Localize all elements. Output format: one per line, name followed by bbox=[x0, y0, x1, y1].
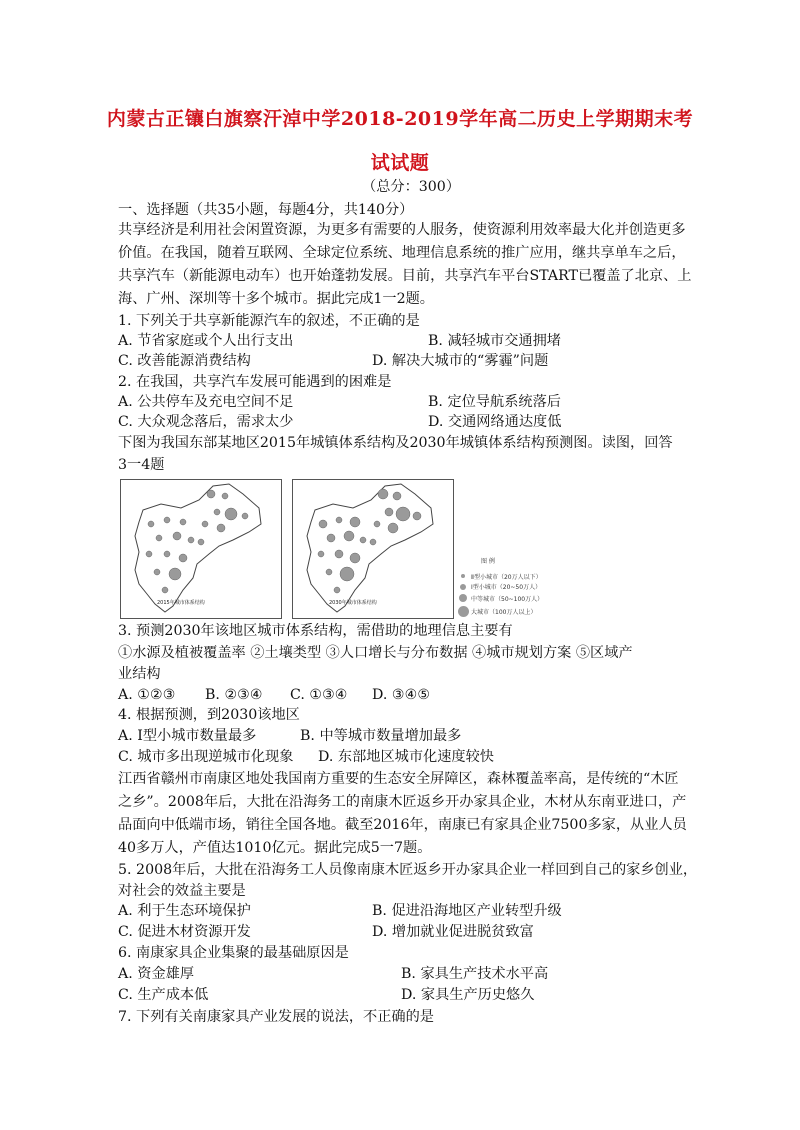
legend-label: Ⅰ型小城市（20~50万人） bbox=[471, 584, 542, 591]
option-a[interactable]: A. Ⅰ型小城市数量最多 bbox=[118, 728, 257, 744]
option-c[interactable]: C. 改善能源消费结构 bbox=[118, 353, 251, 369]
intro3-line: 江西省赣州市南康区地处我国南方重要的生态安全屏障区，森林覆盖率高，是传统的“木匠 bbox=[118, 771, 679, 787]
option-b[interactable]: B. 促进沿海地区产业转型升级 bbox=[372, 903, 562, 919]
intro2-line: 下图为我国东部某地区2015年城镇体系结构及2030年城镇体系结构预测图。读图，回答 bbox=[118, 435, 673, 451]
city-system-figure bbox=[120, 479, 680, 619]
exam-title-line1: 内蒙古正镶白旗察汗淖中学2018-2019学年高二历史上学期期末考 bbox=[106, 108, 694, 130]
exam-title-line2: 试试题 bbox=[370, 152, 430, 174]
intro2-line: 3一4题 bbox=[118, 457, 165, 473]
option-b[interactable]: B. 减轻城市交通拥堵 bbox=[428, 333, 561, 349]
option-b[interactable]: B. 中等城市数量增加最多 bbox=[300, 728, 462, 744]
legend-symbol bbox=[458, 606, 469, 617]
option-d[interactable]: D. 解决大城市的“雾霾”问题 bbox=[372, 353, 549, 369]
question-stem: 7. 下列有关南康家具产业发展的说法，不正确的是 bbox=[118, 1009, 434, 1025]
question-stem: 4. 根据预测，到2030该地区 bbox=[118, 707, 300, 723]
question-stem: 5. 2008年后，大批在沿海务工人员像南康木匠返乡开办家具企业一样回到自己的家乡创业， bbox=[118, 862, 698, 878]
question-stem: 3. 预测2030年该地区城市体系结构，需借助的地理信息主要有 bbox=[118, 623, 513, 639]
question-stem: 对社会的效益主要是 bbox=[118, 883, 246, 899]
map2-caption: 2030年城市体系结构 bbox=[329, 600, 377, 606]
legend-label: 大城市（100万人以上） bbox=[471, 608, 537, 616]
q3-items: 业结构 bbox=[118, 666, 161, 682]
option-a[interactable]: A. ①②③ bbox=[118, 687, 176, 703]
option-d[interactable]: D. 交通网络通达度低 bbox=[428, 414, 562, 430]
option-c[interactable]: C. 促进木材资源开发 bbox=[118, 924, 251, 940]
legend-label: Ⅱ型小城市（20万人以下） bbox=[471, 573, 542, 581]
option-d[interactable]: D. ③④⑤ bbox=[372, 687, 431, 703]
option-d[interactable]: D. 家具生产历史悠久 bbox=[401, 987, 535, 1003]
option-a[interactable]: A. 利于生态环境保护 bbox=[118, 903, 251, 919]
intro1-line: 共享汽车（新能源电动车）也开始蓬勃发展。目前，共享汽车平台START已覆盖了北京、上 bbox=[118, 268, 692, 284]
intro1-line: 海、广州、深圳等十多个城市。据此完成1一2题。 bbox=[118, 291, 434, 307]
option-b[interactable]: B. 家具生产技术水平高 bbox=[401, 966, 549, 982]
option-c[interactable]: C. ①③④ bbox=[290, 687, 348, 703]
question-stem: 1. 下列关于共享新能源汽车的叙述，不正确的是 bbox=[118, 313, 420, 329]
legend-symbol bbox=[460, 584, 466, 590]
option-d[interactable]: D. 东部地区城市化速度较快 bbox=[318, 749, 494, 765]
intro1-line: 共享经济是利用社会闲置资源，为更多有需要的人服务，使资源利用效率最大化并创造更多 bbox=[118, 222, 686, 238]
question-stem: 6. 南康家具企业集聚的最基础原因是 bbox=[118, 945, 349, 961]
legend-row bbox=[455, 571, 543, 581]
legend-label: 中等城市（50~100万人） bbox=[471, 595, 544, 603]
option-a[interactable]: A. 公共停车及充电空间不足 bbox=[118, 394, 294, 410]
total-score: （总分：300） bbox=[362, 179, 461, 195]
option-a[interactable]: A. 资金雄厚 bbox=[118, 966, 195, 982]
question-stem: 2. 在我国，共享汽车发展可能遇到的困难是 bbox=[118, 374, 392, 390]
legend-row bbox=[455, 604, 543, 618]
legend-symbol bbox=[459, 594, 467, 602]
q3-items: ①水源及植被覆盖率 ②土壤类型 ③人口增长与分布数据 ④城市规划方案 ⑤区域产 bbox=[118, 645, 633, 661]
section-heading: 一、选择题（共35小题，每题4分，共140分） bbox=[118, 202, 414, 218]
intro3-line: 40多万人，产值达1010亿元。据此完成5一7题。 bbox=[118, 840, 432, 856]
option-b[interactable]: B. ②③④ bbox=[205, 687, 263, 703]
map-2030 bbox=[292, 479, 454, 619]
option-c[interactable]: C. 大众观念落后，需求太少 bbox=[118, 414, 294, 430]
map-2015 bbox=[120, 479, 282, 619]
legend-title: 图 例 bbox=[481, 558, 495, 565]
option-a[interactable]: A. 节省家庭或个人出行支出 bbox=[118, 333, 294, 349]
intro3-line: 之乡”。2008年后，大批在沿海务工的南康木匠返乡开办家具企业，木材从东南亚进口，产 bbox=[118, 794, 687, 810]
figure-legend bbox=[455, 556, 543, 618]
map1-caption: 2015年城市体系结构 bbox=[157, 600, 205, 606]
legend-symbol bbox=[461, 574, 465, 578]
option-c[interactable]: C. 城市多出现逆城市化现象 bbox=[118, 749, 294, 765]
option-b[interactable]: B. 定位导航系统落后 bbox=[428, 394, 561, 410]
legend-row bbox=[455, 592, 543, 604]
legend-row bbox=[455, 581, 543, 592]
intro1-line: 价值。在我国，随着互联网、全球定位系统、地理信息系统的推广应用，继共享单车之后， bbox=[118, 245, 686, 261]
option-c[interactable]: C. 生产成本低 bbox=[118, 987, 209, 1003]
intro3-line: 品面向中低端市场，销往全国各地。截至2016年，南康已有家具企业7500多家，从业人员 bbox=[118, 817, 687, 833]
option-d[interactable]: D. 增加就业促进脱贫致富 bbox=[372, 924, 534, 940]
